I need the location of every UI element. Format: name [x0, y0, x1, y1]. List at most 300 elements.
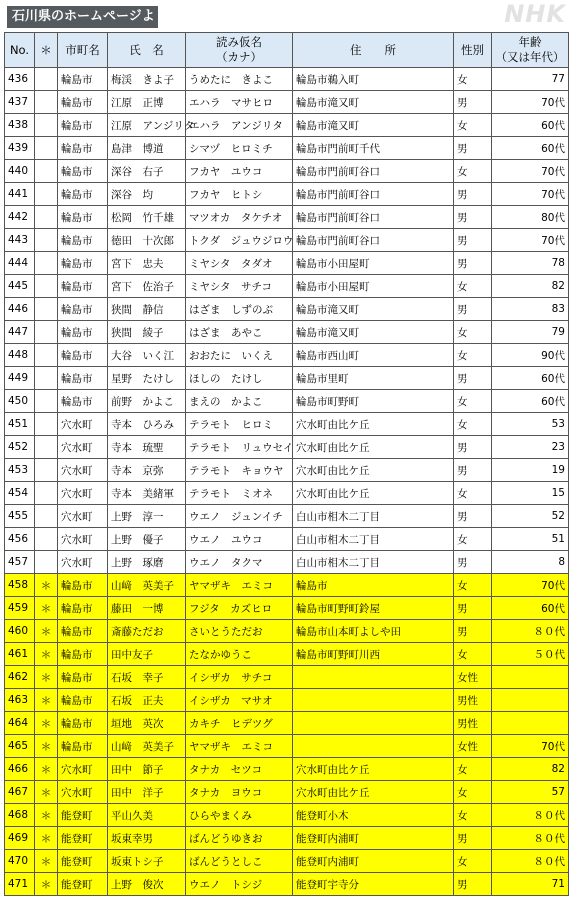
cell-kana: テラモト キョウヤ [186, 459, 293, 482]
cell-sex: 女 [454, 758, 492, 781]
cell-city: 輪島市 [58, 689, 108, 712]
cell-address: 白山市相木二丁目 [293, 505, 454, 528]
cell-kana: ばんどうとしこ [186, 850, 293, 873]
cell-name: 上野 優子 [108, 528, 186, 551]
cell-city: 穴水町 [58, 505, 108, 528]
cell-kana: タナカ ヨウコ [186, 781, 293, 804]
cell-sex: 男 [454, 827, 492, 850]
cell-sex: 女 [454, 413, 492, 436]
header-kana-line1: 読み仮名 [216, 35, 262, 49]
table-row [5, 91, 569, 114]
cell-age: 51 [492, 528, 569, 551]
cell-name: 上野 琢磨 [108, 551, 186, 574]
cell-asterisk [35, 551, 58, 574]
table-row [5, 459, 569, 482]
cell-kana: ヤマザキ エミコ [186, 574, 293, 597]
cell-city: 能登町 [58, 827, 108, 850]
cell-city: 輪島市 [58, 712, 108, 735]
cell-asterisk [35, 160, 58, 183]
cell-sex: 男 [454, 551, 492, 574]
cell-kana: シマヅ ヒロミチ [186, 137, 293, 160]
table-row [5, 298, 569, 321]
cell-sex: 女 [454, 344, 492, 367]
cell-kana: うめたに きよこ [186, 68, 293, 91]
cell-age: 77 [492, 68, 569, 91]
cell-asterisk: ＊ [35, 574, 58, 597]
cell-no: 451 [5, 413, 35, 436]
cell-asterisk [35, 114, 58, 137]
cell-city: 輪島市 [58, 68, 108, 91]
victims-table [4, 32, 569, 896]
cell-address: 輪島市滝又町 [293, 114, 454, 137]
cell-asterisk [35, 459, 58, 482]
cell-address: 白山市相木二丁目 [293, 551, 454, 574]
table-row [5, 367, 569, 390]
cell-age: 60代 [492, 367, 569, 390]
cell-address [293, 712, 454, 735]
cell-sex: 男 [454, 367, 492, 390]
cell-city: 輪島市 [58, 160, 108, 183]
cell-no: 462 [5, 666, 35, 689]
cell-name: 島津 博道 [108, 137, 186, 160]
cell-name: 平山久美 [108, 804, 186, 827]
cell-asterisk [35, 275, 58, 298]
cell-name: 上野 俊次 [108, 873, 186, 896]
cell-age [492, 689, 569, 712]
cell-age: 90代 [492, 344, 569, 367]
cell-name: 梅渓 きよ子 [108, 68, 186, 91]
cell-address: 輪島市門前町谷口 [293, 183, 454, 206]
cell-city: 輪島市 [58, 252, 108, 275]
cell-kana: ヤマザキ エミコ [186, 735, 293, 758]
cell-asterisk: ＊ [35, 781, 58, 804]
cell-kana: さいとうただお [186, 620, 293, 643]
cell-age: 70代 [492, 574, 569, 597]
cell-city: 輪島市 [58, 275, 108, 298]
cell-name: 坂東幸男 [108, 827, 186, 850]
table-header-row [5, 33, 569, 68]
cell-address: 能登町内浦町 [293, 850, 454, 873]
cell-city: 能登町 [58, 850, 108, 873]
cell-address [293, 689, 454, 712]
header-age [492, 33, 569, 68]
cell-no: 455 [5, 505, 35, 528]
cell-address: 輪島市 [293, 574, 454, 597]
table-row [5, 689, 569, 712]
cell-address: 輪島市町野町川西 [293, 643, 454, 666]
table-row [5, 620, 569, 643]
cell-no: 438 [5, 114, 35, 137]
cell-kana: イシザカ サチコ [186, 666, 293, 689]
cell-no: 449 [5, 367, 35, 390]
cell-age: 83 [492, 298, 569, 321]
table-row [5, 574, 569, 597]
table-row [5, 68, 569, 91]
cell-sex: 男 [454, 252, 492, 275]
cell-name: 寺本 美緒軍 [108, 482, 186, 505]
cell-address: 輪島市滝又町 [293, 91, 454, 114]
cell-age: 70代 [492, 91, 569, 114]
cell-age: 60代 [492, 390, 569, 413]
table-row [5, 344, 569, 367]
cell-no: 466 [5, 758, 35, 781]
cell-sex: 男 [454, 137, 492, 160]
cell-address: 輪島市小田屋町 [293, 252, 454, 275]
cell-sex: 男 [454, 298, 492, 321]
cell-age: ８０代 [492, 620, 569, 643]
table-row [5, 505, 569, 528]
cell-age: ８０代 [492, 827, 569, 850]
cell-sex: 女 [454, 804, 492, 827]
cell-kana: トクダ ジュウジロウ [186, 229, 293, 252]
header-asterisk: ＊ [35, 33, 58, 68]
table-row [5, 275, 569, 298]
cell-address: 穴水町由比ケ丘 [293, 413, 454, 436]
cell-city: 輪島市 [58, 597, 108, 620]
cell-kana: イシザカ マサオ [186, 689, 293, 712]
table-row [5, 436, 569, 459]
table-row [5, 183, 569, 206]
table-row [5, 229, 569, 252]
cell-no: 440 [5, 160, 35, 183]
cell-name: 江原 アンジリタ [108, 114, 186, 137]
cell-sex: 男 [454, 183, 492, 206]
cell-name: 石坂 幸子 [108, 666, 186, 689]
cell-sex: 女 [454, 114, 492, 137]
cell-city: 輪島市 [58, 390, 108, 413]
cell-no: 456 [5, 528, 35, 551]
cell-address: 輪島市町野町鈴屋 [293, 597, 454, 620]
cell-name: 前野 かよこ [108, 390, 186, 413]
cell-sex: 男 [454, 229, 492, 252]
cell-sex: 女 [454, 850, 492, 873]
cell-age: 52 [492, 505, 569, 528]
cell-age: 60代 [492, 114, 569, 137]
cell-asterisk [35, 252, 58, 275]
cell-asterisk: ＊ [35, 689, 58, 712]
cell-no: 444 [5, 252, 35, 275]
cell-kana: はざま あやこ [186, 321, 293, 344]
cell-asterisk [35, 436, 58, 459]
cell-no: 437 [5, 91, 35, 114]
cell-city: 穴水町 [58, 413, 108, 436]
cell-kana: おおたに いくえ [186, 344, 293, 367]
cell-asterisk [35, 367, 58, 390]
cell-address: 輪島市門前町谷口 [293, 160, 454, 183]
cell-name: 深谷 右子 [108, 160, 186, 183]
cell-age: 70代 [492, 160, 569, 183]
header-no: No. [5, 33, 35, 68]
cell-sex: 女性 [454, 735, 492, 758]
table-row [5, 597, 569, 620]
cell-city: 輪島市 [58, 321, 108, 344]
table-row [5, 758, 569, 781]
cell-sex: 男 [454, 206, 492, 229]
cell-sex: 男 [454, 459, 492, 482]
cell-sex: 女 [454, 68, 492, 91]
cell-kana: ミヤシタ サチコ [186, 275, 293, 298]
cell-age: 79 [492, 321, 569, 344]
cell-address: 輪島市西山町 [293, 344, 454, 367]
cell-no: 448 [5, 344, 35, 367]
cell-no: 470 [5, 850, 35, 873]
table-row [5, 482, 569, 505]
table-row [5, 137, 569, 160]
table-row [5, 206, 569, 229]
cell-kana: まえの かよこ [186, 390, 293, 413]
cell-sex: 男 [454, 436, 492, 459]
cell-age: 82 [492, 758, 569, 781]
cell-kana: フジタ カズヒロ [186, 597, 293, 620]
cell-name: 寺本 京弥 [108, 459, 186, 482]
header-city: 市町名 [58, 33, 108, 68]
cell-name: 宮下 忠夫 [108, 252, 186, 275]
cell-no: 467 [5, 781, 35, 804]
cell-no: 463 [5, 689, 35, 712]
cell-no: 447 [5, 321, 35, 344]
cell-age: 70代 [492, 229, 569, 252]
cell-name: 田中 節子 [108, 758, 186, 781]
cell-asterisk [35, 413, 58, 436]
cell-no: 454 [5, 482, 35, 505]
cell-no: 469 [5, 827, 35, 850]
cell-age [492, 666, 569, 689]
cell-sex: 女 [454, 781, 492, 804]
header-sex: 性別 [454, 33, 492, 68]
cell-name: 田中 洋子 [108, 781, 186, 804]
cell-age: 78 [492, 252, 569, 275]
cell-age: 53 [492, 413, 569, 436]
cell-no: 453 [5, 459, 35, 482]
table-row [5, 114, 569, 137]
cell-no: 442 [5, 206, 35, 229]
cell-name: 上野 淳一 [108, 505, 186, 528]
cell-kana: マツオカ タケチオ [186, 206, 293, 229]
cell-no: 468 [5, 804, 35, 827]
cell-kana: フカヤ ヒトシ [186, 183, 293, 206]
cell-city: 輪島市 [58, 643, 108, 666]
cell-kana: ばんどうゆきお [186, 827, 293, 850]
cell-kana: ミヤシタ タダオ [186, 252, 293, 275]
cell-sex: 男 [454, 620, 492, 643]
cell-age: 23 [492, 436, 569, 459]
cell-city: 輪島市 [58, 574, 108, 597]
cell-kana: はざま しずのぶ [186, 298, 293, 321]
cell-city: 能登町 [58, 873, 108, 896]
cell-address: 輪島市滝又町 [293, 298, 454, 321]
cell-kana: ウエノ トシジ [186, 873, 293, 896]
cell-address: 能登町内浦町 [293, 827, 454, 850]
cell-asterisk [35, 390, 58, 413]
cell-no: 445 [5, 275, 35, 298]
table-row [5, 781, 569, 804]
cell-address: 輪島市小田屋町 [293, 275, 454, 298]
cell-sex: 男性 [454, 712, 492, 735]
cell-city: 輪島市 [58, 344, 108, 367]
cell-no: 443 [5, 229, 35, 252]
cell-age: 19 [492, 459, 569, 482]
source-caption: 石川県のホームページよ [7, 6, 158, 28]
cell-name: 徳田 十次郎 [108, 229, 186, 252]
cell-address: 能登町宇寺分 [293, 873, 454, 896]
cell-city: 輪島市 [58, 229, 108, 252]
cell-city: 穴水町 [58, 758, 108, 781]
cell-sex: 女 [454, 574, 492, 597]
cell-kana: テラモト ヒロミ [186, 413, 293, 436]
cell-address: 輪島市門前町千代 [293, 137, 454, 160]
cell-asterisk [35, 183, 58, 206]
cell-address: 輪島市門前町谷口 [293, 229, 454, 252]
table-row [5, 321, 569, 344]
header-age-line1: 年齢 [518, 35, 542, 49]
cell-kana: テラモト ミオネ [186, 482, 293, 505]
table-row [5, 712, 569, 735]
table-row [5, 643, 569, 666]
cell-address: 能登町小木 [293, 804, 454, 827]
cell-age: 15 [492, 482, 569, 505]
cell-sex: 女 [454, 643, 492, 666]
cell-city: 輪島市 [58, 666, 108, 689]
cell-no: 460 [5, 620, 35, 643]
cell-kana: フカヤ ユウコ [186, 160, 293, 183]
cell-no: 458 [5, 574, 35, 597]
cell-sex: 女 [454, 390, 492, 413]
cell-kana: ウエノ ジュンイチ [186, 505, 293, 528]
header-age-line2: （又は年代） [495, 50, 565, 64]
cell-kana: テラモト リュウセイ [186, 436, 293, 459]
table-row [5, 850, 569, 873]
cell-kana: ひらやまくみ [186, 804, 293, 827]
table-row [5, 551, 569, 574]
cell-age: 8 [492, 551, 569, 574]
cell-age: 57 [492, 781, 569, 804]
cell-age: ５０代 [492, 643, 569, 666]
cell-asterisk: ＊ [35, 827, 58, 850]
cell-no: 439 [5, 137, 35, 160]
cell-age: ８０代 [492, 850, 569, 873]
cell-city: 輪島市 [58, 114, 108, 137]
cell-name: 江原 正博 [108, 91, 186, 114]
cell-no: 450 [5, 390, 35, 413]
cell-city: 輪島市 [58, 298, 108, 321]
cell-asterisk: ＊ [35, 620, 58, 643]
cell-name: 大谷 いく江 [108, 344, 186, 367]
cell-city: 穴水町 [58, 459, 108, 482]
cell-kana: たなかゆうこ [186, 643, 293, 666]
cell-sex: 男 [454, 91, 492, 114]
cell-name: 狭間 静信 [108, 298, 186, 321]
cell-asterisk [35, 321, 58, 344]
table-row [5, 390, 569, 413]
cell-sex: 女 [454, 528, 492, 551]
cell-address: 輪島市里町 [293, 367, 454, 390]
table-row [5, 827, 569, 850]
cell-name: 田中友子 [108, 643, 186, 666]
cell-name: 深谷 均 [108, 183, 186, 206]
cell-city: 輪島市 [58, 183, 108, 206]
cell-asterisk [35, 206, 58, 229]
cell-address: 輪島市滝又町 [293, 321, 454, 344]
cell-no: 465 [5, 735, 35, 758]
cell-address [293, 735, 454, 758]
broadcaster-logo: NHK [504, 0, 566, 28]
cell-address: 輪島市町野町 [293, 390, 454, 413]
cell-asterisk [35, 505, 58, 528]
table-row [5, 873, 569, 896]
cell-address: 輪島市山本町よしや田 [293, 620, 454, 643]
cell-sex: 女 [454, 482, 492, 505]
cell-address [293, 666, 454, 689]
cell-asterisk: ＊ [35, 712, 58, 735]
cell-no: 441 [5, 183, 35, 206]
cell-name: 山﨑 英美子 [108, 574, 186, 597]
cell-kana: エハラ マサヒロ [186, 91, 293, 114]
cell-address: 白山市相木二丁目 [293, 528, 454, 551]
cell-sex: 男 [454, 873, 492, 896]
table-row [5, 666, 569, 689]
cell-kana: ほしの たけし [186, 367, 293, 390]
cell-asterisk: ＊ [35, 597, 58, 620]
cell-asterisk [35, 344, 58, 367]
cell-address: 穴水町由比ケ丘 [293, 459, 454, 482]
header-address: 住 所 [293, 33, 454, 68]
cell-name: 寺本 ひろみ [108, 413, 186, 436]
cell-no: 452 [5, 436, 35, 459]
cell-address: 穴水町由比ケ丘 [293, 758, 454, 781]
cell-asterisk [35, 68, 58, 91]
cell-city: 輪島市 [58, 137, 108, 160]
cell-sex: 女 [454, 275, 492, 298]
cell-asterisk [35, 137, 58, 160]
cell-age: 80代 [492, 206, 569, 229]
cell-name: 狭間 綾子 [108, 321, 186, 344]
cell-asterisk [35, 482, 58, 505]
cell-city: 輪島市 [58, 206, 108, 229]
cell-name: 石坂 正夫 [108, 689, 186, 712]
table-row [5, 413, 569, 436]
cell-asterisk [35, 528, 58, 551]
cell-asterisk [35, 91, 58, 114]
cell-asterisk: ＊ [35, 643, 58, 666]
header-kana [186, 33, 293, 68]
cell-asterisk: ＊ [35, 735, 58, 758]
cell-city: 能登町 [58, 804, 108, 827]
table-row [5, 528, 569, 551]
cell-sex: 女 [454, 160, 492, 183]
cell-asterisk [35, 229, 58, 252]
cell-age: 70代 [492, 183, 569, 206]
cell-city: 穴水町 [58, 781, 108, 804]
cell-kana: カキチ ヒデツグ [186, 712, 293, 735]
cell-name: 坂東トシ子 [108, 850, 186, 873]
cell-age: ８０代 [492, 804, 569, 827]
cell-address: 穴水町由比ケ丘 [293, 436, 454, 459]
cell-age: 60代 [492, 137, 569, 160]
cell-name: 松岡 竹千雄 [108, 206, 186, 229]
header-name: 氏 名 [108, 33, 186, 68]
cell-asterisk: ＊ [35, 804, 58, 827]
cell-city: 穴水町 [58, 528, 108, 551]
cell-name: 山﨑 英美子 [108, 735, 186, 758]
cell-no: 461 [5, 643, 35, 666]
table-row [5, 160, 569, 183]
cell-city: 穴水町 [58, 482, 108, 505]
cell-age: 82 [492, 275, 569, 298]
cell-asterisk: ＊ [35, 850, 58, 873]
cell-city: 穴水町 [58, 551, 108, 574]
cell-age: 70代 [492, 735, 569, 758]
cell-age [492, 712, 569, 735]
